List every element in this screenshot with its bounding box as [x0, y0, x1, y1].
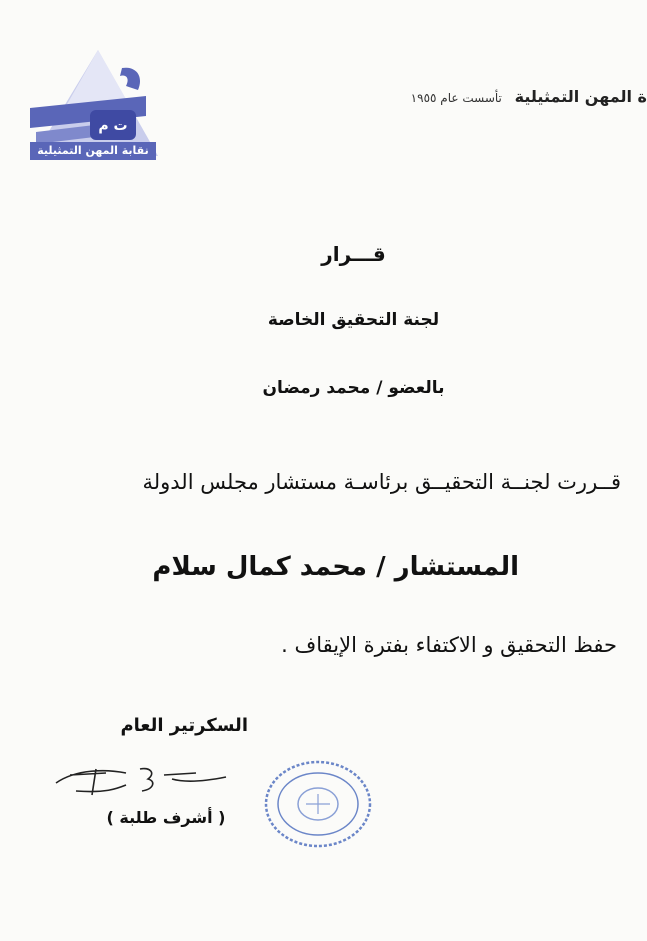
syndicate-name: ة المهن التمثيلية: [514, 87, 647, 106]
official-stamp: [262, 758, 374, 850]
logo-caption: نقابة المهن التمثيلية: [37, 144, 149, 157]
verdict-text: حفظ التحقيق و الاكتفاء بفترة الإيقاف .: [281, 633, 617, 657]
counselor-name: المستشار / محمد كمال سلام: [152, 552, 519, 582]
decision-paragraph: قــررت لجنــة التحقيــق برئاسـة مستشار مجلس الدولة: [142, 470, 621, 494]
signatory-name: ( أشرف طلبة ): [106, 808, 226, 827]
member-line: بالعضو / محمد رمضان: [262, 378, 445, 398]
committee-name: لجنة التحقيق الخاصة: [267, 310, 440, 330]
header-line: [347, 84, 647, 110]
decision-title: قـــرار: [321, 242, 386, 266]
founded-date: تأسست عام ١٩٥٥: [410, 91, 502, 105]
signatory-title: السكرتير العام: [120, 715, 248, 736]
handwritten-signature: [46, 755, 246, 805]
logo-monogram: ت م: [98, 118, 128, 134]
